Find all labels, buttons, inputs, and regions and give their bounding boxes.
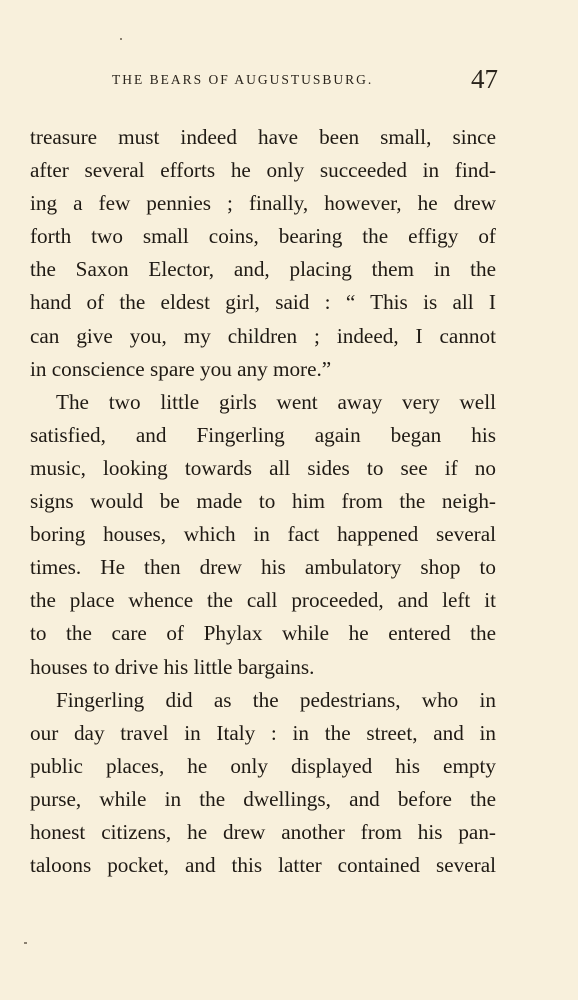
text-line: the place whence the call proceeded, and left it (30, 588, 496, 613)
print-speck (24, 942, 27, 944)
running-head: THE BEARS OF AUGUSTUSBURG. (112, 72, 374, 87)
text-line: to the care of Phylax while he entered the (30, 621, 496, 646)
text-line: The two little girls went away very well (56, 389, 496, 414)
text-line: Fingerling did as the pedestrians, who in (56, 687, 496, 712)
text-line: taloons pocket, and this latter contained several (30, 853, 496, 878)
text-line: ing a few pennies ; finally, however, he drew (30, 191, 496, 216)
text-line: houses to drive his little bargains. (30, 654, 315, 679)
print-speck (120, 38, 122, 40)
text-line: public places, he only displayed his empty (30, 753, 496, 778)
text-line: honest citizens, he drew another from his pan- (30, 819, 496, 844)
text-line: our day travel in Italy : in the street, and in (30, 720, 496, 745)
text-line: purse, while in the dwellings, and before the (30, 786, 496, 811)
text-line: can give you, my children ; indeed, I cannot (30, 323, 496, 348)
text-line: boring houses, which in fact happened several (30, 522, 496, 547)
text-line: the Saxon Elector, and, placing them in the (30, 257, 496, 282)
text-line: satisfied, and Fingerling again began his (30, 422, 496, 447)
body-text (30, 121, 496, 882)
text-line: after several efforts he only succeeded in find- (30, 158, 496, 183)
text-line: times. He then drew his ambulatory shop to (30, 555, 496, 580)
text-line: hand of the eldest girl, said : “ This is all I (30, 290, 496, 315)
page-number: 47 (471, 64, 498, 94)
text-line: treasure must indeed have been small, since (30, 125, 496, 149)
text-line: signs would be made to him from the neigh- (30, 489, 496, 514)
text-line: forth two small coins, bearing the effigy of (30, 224, 496, 249)
text-line: in conscience spare you any more.” (30, 356, 332, 381)
text-line: music, looking towards all sides to see if no (30, 455, 496, 480)
